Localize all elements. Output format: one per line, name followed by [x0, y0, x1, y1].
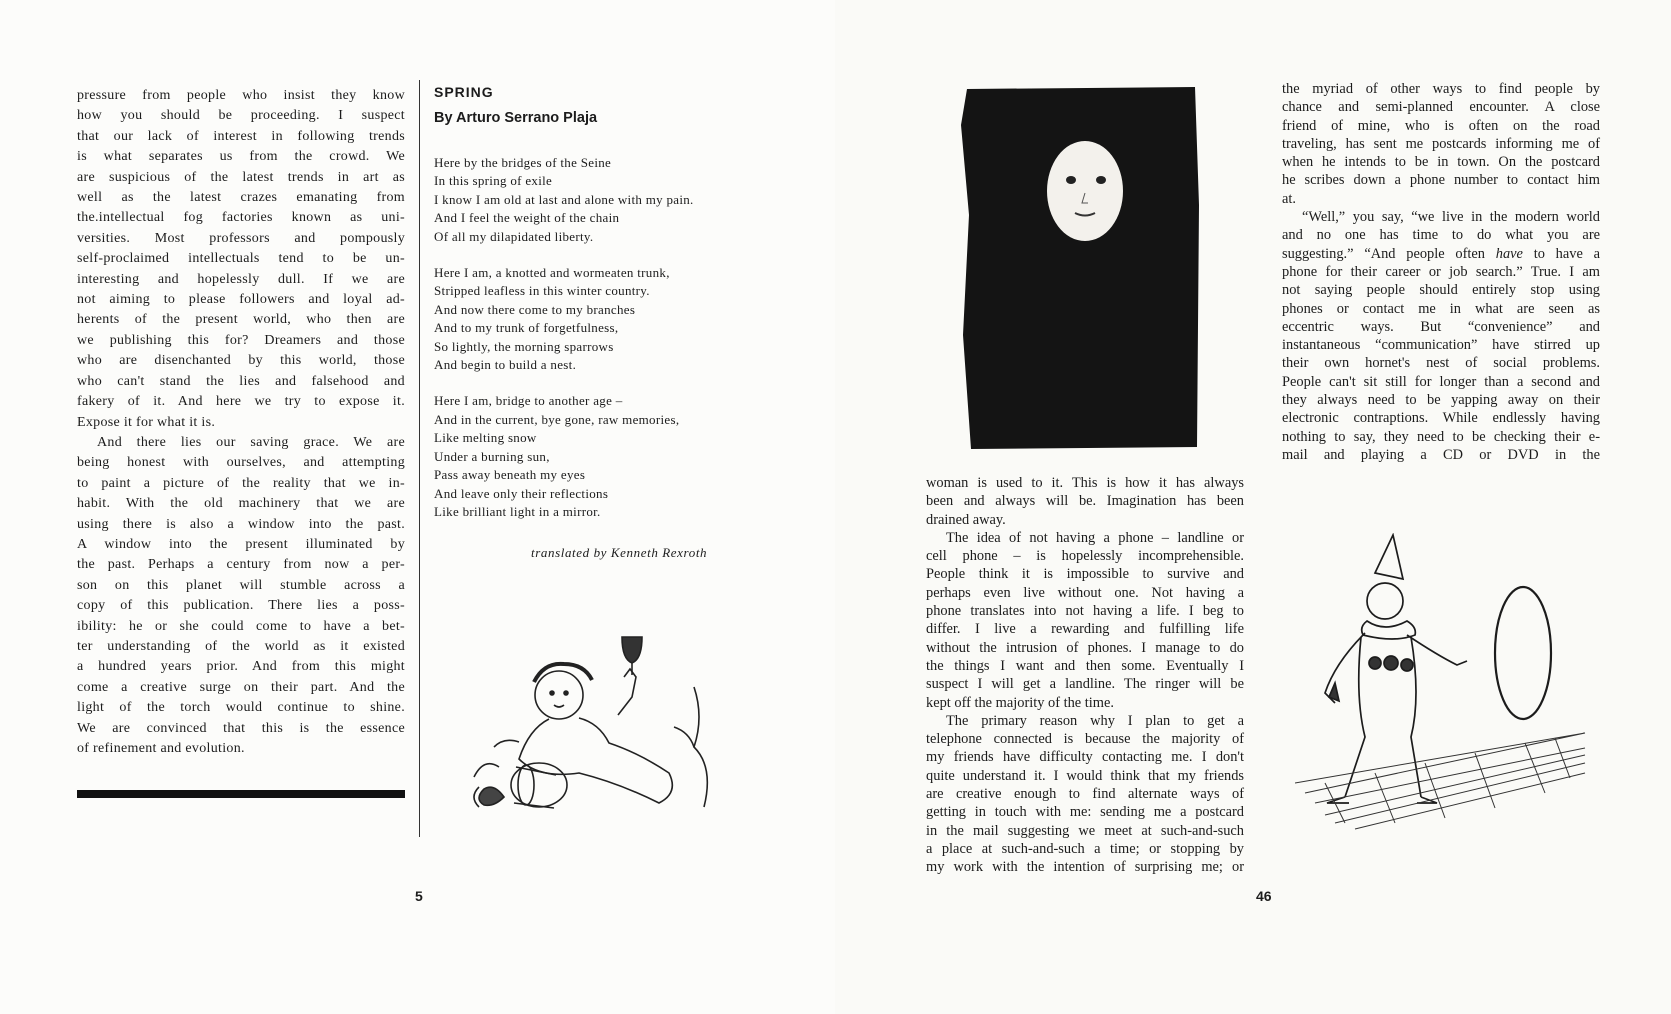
text-line: the past. Perhaps a century from now a per- — [77, 557, 405, 573]
text-line: who are disenchanted by this world, those — [77, 353, 405, 369]
poem-title: SPRING — [434, 84, 494, 100]
poem-byline: By Arturo Serrano Plaja — [434, 110, 598, 126]
text-line: come a creative surge on their part. And the — [77, 679, 405, 695]
text-line: drained away. — [926, 511, 1006, 528]
right-page — [835, 0, 1671, 1014]
text-line: nothing to say, they need to be checking their e- — [1282, 428, 1600, 445]
text-line: being honest with ourselves, and attempting — [77, 455, 405, 471]
poem-line: So lightly, the morning sparrows — [434, 338, 614, 354]
section-rule-bar — [77, 790, 405, 798]
text-line: kept off the majority of the time. — [926, 694, 1114, 711]
text-line: A window into the present illuminated by — [77, 536, 405, 552]
text-line: Expose it for what it is. — [77, 414, 216, 430]
text-line: phone for their career or job search.” True. I am — [1282, 263, 1600, 280]
page-number-right: 46 — [1256, 888, 1272, 904]
text-line: quite understand it. I would think that my friends — [926, 767, 1244, 784]
bacchus-cherub-illustration — [464, 627, 734, 827]
text-line: who can't stand the lies and falsehood and — [77, 373, 405, 389]
text-line: well as the latest crazes emanating from — [77, 190, 405, 206]
text-line: phone translates into not having a life. I beg to — [926, 603, 1244, 620]
poem-line: In this spring of exile — [434, 173, 553, 189]
page-number-left: 5 — [415, 888, 423, 904]
poem-line: Here by the bridges of the Seine — [434, 155, 612, 170]
text-line: versities. Most professors and pompously — [77, 230, 405, 246]
text-line: getting in touch with me: sending me a postcard — [926, 804, 1244, 821]
masked-face-photo — [959, 85, 1203, 451]
essay-column-right-2 — [1282, 80, 1600, 464]
text-line: my work with the intention of surprising me; or — [926, 859, 1244, 876]
text-line: And there lies our saving grace. We are — [97, 434, 405, 450]
text-line: the.intellectual fog factories known as uni- — [77, 210, 405, 226]
text-line: telephone connected is because the majority of — [926, 731, 1244, 748]
text-line: The primary reason why I plan to get a — [946, 712, 1244, 729]
text-line: woman is used to it. This is how it has always — [926, 475, 1244, 491]
poem-line: Like melting snow — [434, 430, 537, 446]
text-line: electronic contraptions. While endlessly having — [1282, 410, 1600, 427]
column-divider — [419, 80, 420, 837]
poem-line: And begin to build a nest. — [434, 357, 577, 373]
text-line: we publishing this for? Dreamers and those — [77, 332, 405, 348]
essay-column-left — [77, 86, 405, 759]
text-line: friend of mine, who is often on the road — [1282, 117, 1600, 134]
text-line: mail and playing a CD or DVD in the — [1282, 446, 1600, 463]
text-line: how you should be proceeding. I suspect — [77, 108, 405, 124]
poem-line: And now there come to my branches — [434, 301, 636, 317]
text-line: the myriad of other ways to find people by — [1282, 81, 1600, 97]
text-line: phones or contact me in what are seen as — [1282, 300, 1600, 317]
text-line: when he intends to be in town. On the postcard — [1282, 154, 1600, 171]
text-line: are suspicious of the latest trends in art as — [77, 169, 405, 185]
text-line: perhaps even live without one. Not having a — [926, 584, 1244, 601]
text-line: pressure from people who insist they know — [77, 88, 405, 103]
text-line: without the intrusion of phones. I manage to do — [926, 639, 1244, 656]
poem-line: Here I am, a knotted and wormeaten trunk, — [434, 265, 670, 281]
text-line: in the mail suggesting we meet at such-and-such — [926, 822, 1244, 839]
text-line: We are convinced that this is the essence — [77, 720, 405, 736]
poem-line: Of all my dilapidated liberty. — [434, 228, 594, 244]
text-line: suspect I will get a landline. The ringer will be — [926, 676, 1244, 693]
text-line: their own hornet's nest of social problems. — [1282, 355, 1600, 372]
poem-stanza — [434, 264, 774, 374]
poem-line: Stripped leafless in this winter country. — [434, 283, 650, 299]
text-line: using there is also a window into the past. — [77, 516, 405, 532]
text-line: differ. I live a rewarding and fulfilling life — [926, 621, 1244, 638]
text-line: at. — [1282, 190, 1296, 207]
poem — [434, 84, 774, 539]
text-line: he scribes down a phone number to contact him — [1282, 172, 1600, 189]
text-line: fakery of it. And here we try to expose it. — [77, 394, 405, 410]
text-line: traveling, has sent me postcards informing me of — [1282, 135, 1600, 152]
poem-line: I know I am old at last and alone with my pain. — [434, 191, 694, 207]
left-page — [0, 0, 835, 1014]
text-line: not saying people should entirely stop using — [1282, 282, 1600, 299]
text-line: instantaneous “communication” have stirred up — [1282, 337, 1600, 354]
text-line: herents of the present world, who then are — [77, 312, 405, 328]
poem-line: And in the current, bye gone, raw memories, — [434, 411, 680, 427]
text-line: is what separates us from the crowd. We — [77, 149, 405, 165]
text-line: “Well,” you say, “we live in the modern world — [1302, 209, 1600, 226]
text-line: not aiming to please followers and loyal ad- — [77, 292, 405, 308]
text-line: ter understanding of the world as it existed — [77, 638, 405, 654]
text-line: interesting and hopelessly dull. If we are — [77, 271, 405, 287]
text-line: my friends have difficulty contacting me. I don't — [926, 749, 1244, 766]
text-line: to paint a picture of the reality that we in- — [77, 475, 405, 491]
text-line: self-proclaimed intellectuals tend to be un- — [77, 251, 405, 267]
text-line: The idea of not having a phone – landline or — [946, 529, 1244, 546]
poem-line: Pass away beneath my eyes — [434, 467, 586, 483]
poem-stanza — [434, 392, 774, 521]
poem-line: Here I am, bridge to another age – — [434, 393, 623, 409]
text-line: habit. With the old machinery that we are — [77, 496, 405, 512]
essay-column-right-1 — [926, 474, 1244, 877]
poem-translator-credit: translated by Kenneth Rexroth — [531, 545, 708, 560]
text-line: chance and semi-planned encounter. A close — [1282, 99, 1600, 116]
poem-line: And to my trunk of forgetfulness, — [434, 320, 619, 336]
poem-line: Like brilliant light in a mirror. — [434, 503, 601, 519]
text-line: light of the torch would continue to shine. — [77, 700, 405, 716]
text-line: that our lack of interest in following trends — [77, 128, 405, 144]
text-line: a hundred years prior. And from this might — [77, 659, 405, 675]
text-line: son on this planet will stumble across a — [77, 577, 405, 593]
text-line: of refinement and evolution. — [77, 741, 245, 756]
text-line: suggesting.” “And people often have to have a — [1282, 245, 1600, 262]
text-line: and no one has time to do what you are — [1282, 227, 1600, 244]
text-line: People think it is impossible to survive and — [926, 566, 1244, 583]
poem-line: And leave only their reflections — [434, 485, 609, 501]
text-line: the things I want and then some. Eventually I — [926, 657, 1244, 674]
text-line: ibility: he or she could come to have a bet- — [77, 618, 405, 634]
text-line: cell phone – is hopelessly incomprehensible. — [926, 548, 1244, 565]
text-line: been and always will be. Imagination has been — [926, 493, 1244, 510]
text-line: are creative enough to find alternate ways of — [926, 786, 1244, 803]
text-line: a place at such-and-such a time; or stopping by — [926, 840, 1244, 857]
poem-line: Under a burning sun, — [434, 448, 550, 464]
text-line: copy of this publication. There lies a poss- — [77, 598, 405, 614]
poem-line: And I feel the weight of the chain — [434, 210, 620, 226]
text-line: People can't sit still for longer than a second and — [1282, 373, 1600, 390]
text-line: eccentric ways. But “convenience” and — [1282, 318, 1600, 335]
clown-with-hoop-illustration — [1295, 533, 1600, 833]
poem-stanzas — [434, 154, 774, 521]
text-line: they always need to be yapping away on their — [1282, 392, 1600, 409]
poem-stanza — [434, 154, 774, 246]
